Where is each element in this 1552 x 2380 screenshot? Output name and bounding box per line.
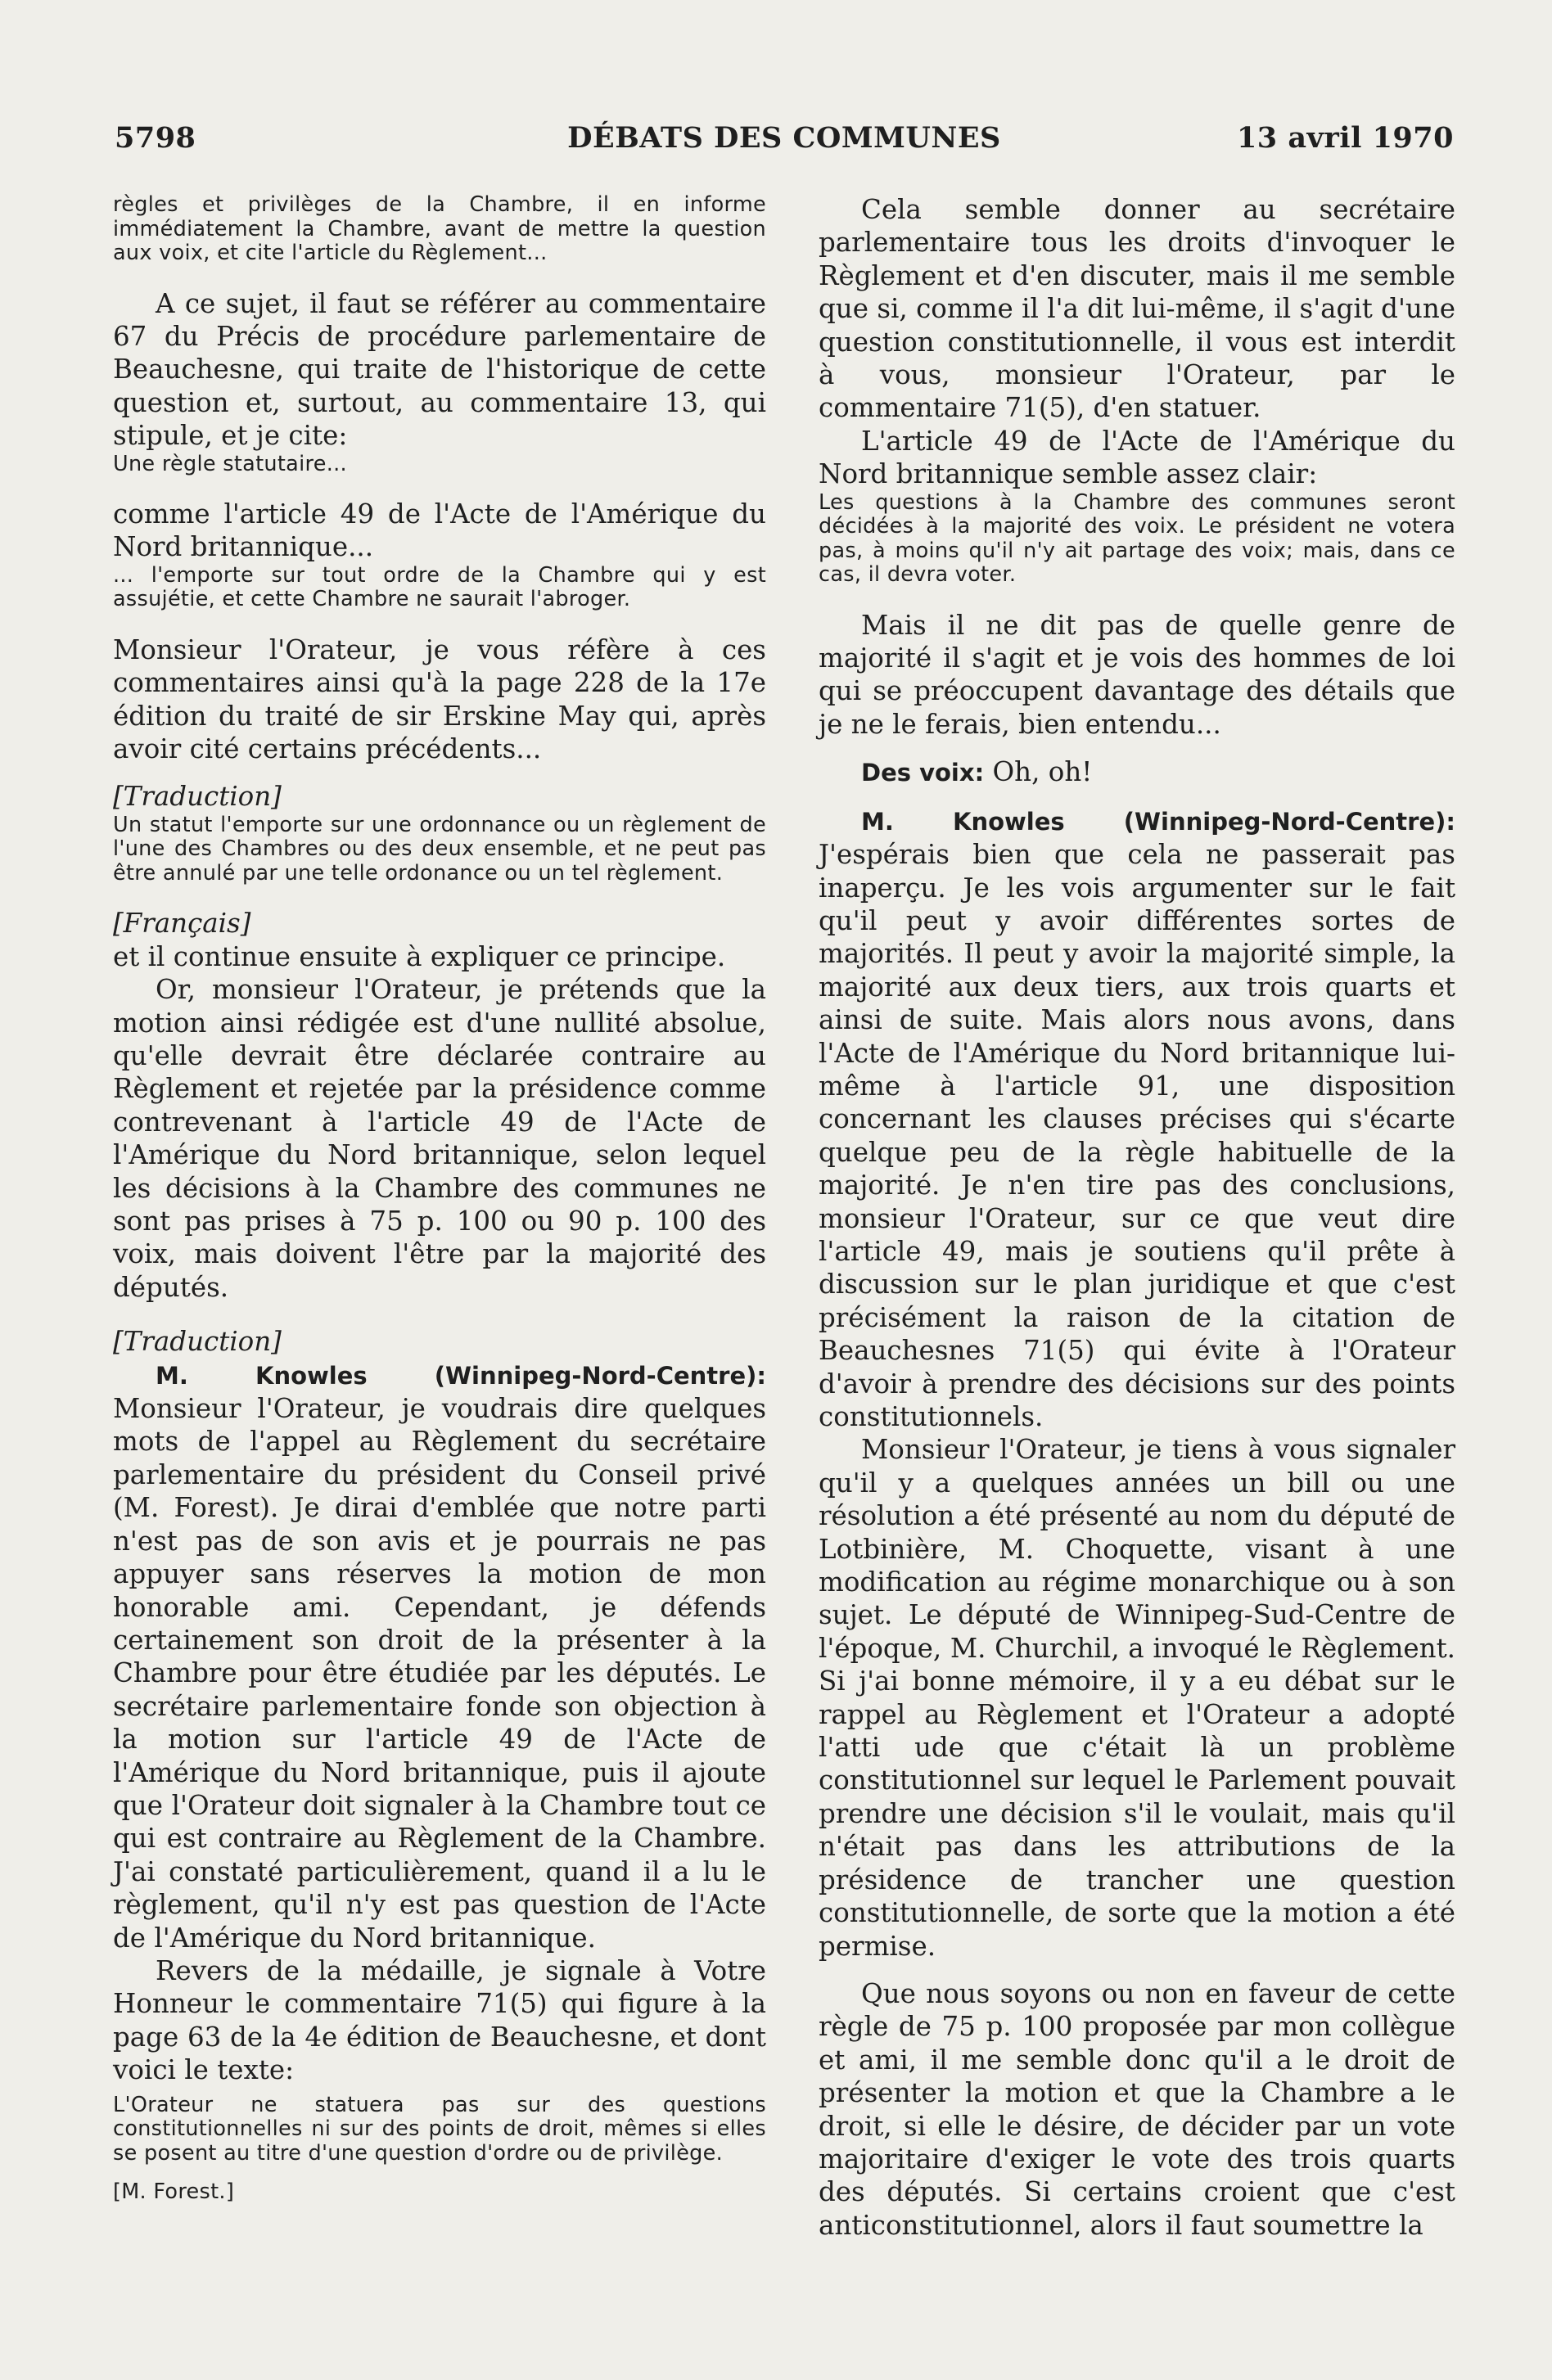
page-header	[115, 121, 1454, 162]
left-paragraph-3: comme l'article 49 de l'Acte de l'Amérique du Nord britannique...	[113, 498, 766, 563]
left-paragraph-4: Monsieur l'Orateur, je vous réfère à ces commentaires ainsi qu'à la page 228 de la 17e édition du traité de sir Erskine May qui, après avoir cité certains précédents...	[113, 633, 766, 765]
left-traduction-note-2: [Traduction]	[113, 1326, 282, 1358]
right-paragraph-2: L'article 49 de l'Acte de l'Amérique du Nord britannique semble assez clair:	[819, 425, 1455, 490]
speech-text-2: J'espérais bien que cela ne passerait pas inaperçu. Je les vois argumenter sur le fait qu'il peut y avoir différentes sortes de majorités. Il peut y avoir la majorité simple, la majorité aux deux tiers, aux trois quarts et ainsi de suite. Mais alors nous avons, dans l'Acte de l'Amérique du Nord britannique lui-même à l'article 91, une disposition concernant les clauses précises qui s'écarte quelque peu de la règle habituelle de la majorité. Je n'en tire pas des conclusions, monsieur l'Orateur, sur ce que veut dire l'article 49, mais je soutiens qu'il prête à discussion sur le plan juridique et que c'est précisément la raison de la citation de Beauchesnes 71(5) qui évite à l'Orateur d'avoir à prendre des décisions sur des points constitutionnels.	[819, 839, 1455, 1432]
left-quote-1: Une règle statutaire...	[113, 451, 347, 476]
voices-text: Oh, oh!	[992, 756, 1093, 788]
left-paragraph-5: et il continue ensuite à expliquer ce principe.	[113, 940, 726, 972]
speaker-voices: Des voix:	[861, 759, 985, 787]
right-paragraph-6: Que nous soyons ou non en faveur de cette règle de 75 p. 100 proposée par mon collègue et ami, il me semble donc qu'il a le droit de présenter la motion et que la Chambre a le droit, si elle le désire, de décider par un vote majoritaire d'exiger le vote des trois quarts des députés. Si certains croient que c'est anticonstitutionnel, alors il faut soumettre la	[819, 1977, 1455, 2241]
speaker-name: M. Knowles (Winnipeg-Nord-Centre):	[156, 1361, 766, 1390]
left-quote-2: ... l'emporte sur tout ordre de la Chambre qui y est assujétie, et cette Chambre ne saurait l'abroger.	[113, 562, 766, 612]
left-column	[113, 193, 766, 2205]
left-quote-3: Un statut l'emporte sur une ordonnance ou un règlement de l'une des Chambres ou des deux ensemble, et ne peut pas être annulé par une telle ordonance ou un tel règlement.	[113, 812, 766, 886]
page-number: 5798	[115, 121, 196, 155]
speech-text: Monsieur l'Orateur, je voudrais dire quelques mots de l'appel au Règlement du secrétaire parlementaire du président du Conseil privé (M. Forest). Je dirai d'emblée que notre parti n'est pas de son avis et je pourrais ne pas appuyer sans réserves la motion de mon honorable ami. Cependant, je défends certainement son droit de la présenter à la Chambre pour être étudiée par les députés. Le secrétaire parlementaire fonde son objection à la motion sur l'article 49 de l'Acte de l'Amérique du Nord britannique, puis il ajoute que l'Orateur doit signaler à la Chambre tout ce qui est contraire au Règlement de la Chambre. J'ai constaté particulièrement, quand il a lu le règlement, qu'il n'y est pas question de l'Acte de l'Amérique du Nord britannique.	[113, 1393, 766, 1954]
left-traduction-note-1: [Traduction]	[113, 781, 282, 813]
left-attribution: [M. Forest.]	[113, 2179, 235, 2205]
right-paragraph-5: Monsieur l'Orateur, je tiens à vous signaler qu'il y a quelques années un bill ou une résolution a été présenté au nom du député de Lotbinière, M. Choquette, visant à une modification au régime monarchique ou à son sujet. Le député de Winnipeg-Sud-Centre de l'époque, M. Churchil, a invoqué le Règlement. Si j'ai bonne mémoire, il y a eu débat sur le rappel au Règlement et l'Orateur a adopté l'atti ude que c'était là un problème constitutionnel sur lequel le Parlement pouvait prendre une décision s'il le voulait, mais qu'il n'était pas dans les attributions de la présidence de trancher une question constitutionnelle, de sorte que la motion a été permise.	[819, 1434, 1455, 1962]
speaker-name-2: M. Knowles (Winnipeg-Nord-Centre):	[861, 807, 1455, 836]
page-date: 13 avril 1970	[1236, 121, 1454, 155]
left-paragraph-6: Or, monsieur l'Orateur, je prétends que la motion ainsi rédigée est d'une nullité absolue, qu'elle devrait être déclarée contraire au Règlement et rejetée par la présidence comme contrevenant à l'article 49 de l'Acte de l'Amérique du Nord britannique, selon lequel les décisions à la Chambre des communes ne sont pas prises à 75 p. 100 ou 90 p. 100 des voix, mais doivent l'être par la majorité des députés.	[113, 974, 766, 1303]
right-paragraph-3: Mais il ne dit pas de quelle genre de majorité il s'agit et je vois des hommes de loi qui se préoccupent davantage des détails que je ne le ferais, bien entendu...	[819, 609, 1455, 740]
left-paragraph-2: A ce sujet, il faut se référer au commentaire 67 du Précis de procédure parlementaire de Beauchesne, qui traite de l'historique de cette question et, surtout, au commentaire 13, qui stipule, et je cite:	[113, 287, 766, 452]
right-voices-line	[819, 755, 1455, 789]
left-paragraph-7	[113, 1359, 766, 1954]
left-paragraph-1: règles et privilèges de la Chambre, il en informe immédiatement la Chambre, avant de mettre la question aux voix, et cite l'article du Règlement...	[113, 192, 766, 265]
left-francais-note: [Français]	[113, 908, 251, 940]
right-paragraph-4	[819, 805, 1455, 1434]
right-column	[819, 193, 1455, 2242]
left-quote-4: L'Orateur ne statuera pas sur des questions constitutionnelles ni sur des points de droit, mêmes si elles se posent au titre d'une question d'ordre ou de privilège.	[113, 2092, 766, 2166]
right-paragraph-1: Cela semble donner au secrétaire parlementaire tous les droits d'invoquer le Règlement et d'en discuter, mais il me semble que si, comme il l'a dit lui-même, il s'agit d'une question constitutionnelle, il vous est interdit à vous, monsieur l'Orateur, par le commentaire 71(5), d'en statuer.	[819, 194, 1455, 424]
right-quote-1: Les questions à la Chambre des communes seront décidées à la majorité des voix. Le président ne votera pas, à moins qu'il n'y ait partage des voix; mais, dans ce cas, il devra voter.	[819, 489, 1455, 588]
left-paragraph-8: Revers de la médaille, je signale à Votre Honneur le commentaire 71(5) qui figure à la page 63 de la 4e édition de Beauchesne, et dont voici le texte:	[113, 1954, 766, 2086]
page-title: DÉBATS DES COMMUNES	[567, 121, 1001, 155]
